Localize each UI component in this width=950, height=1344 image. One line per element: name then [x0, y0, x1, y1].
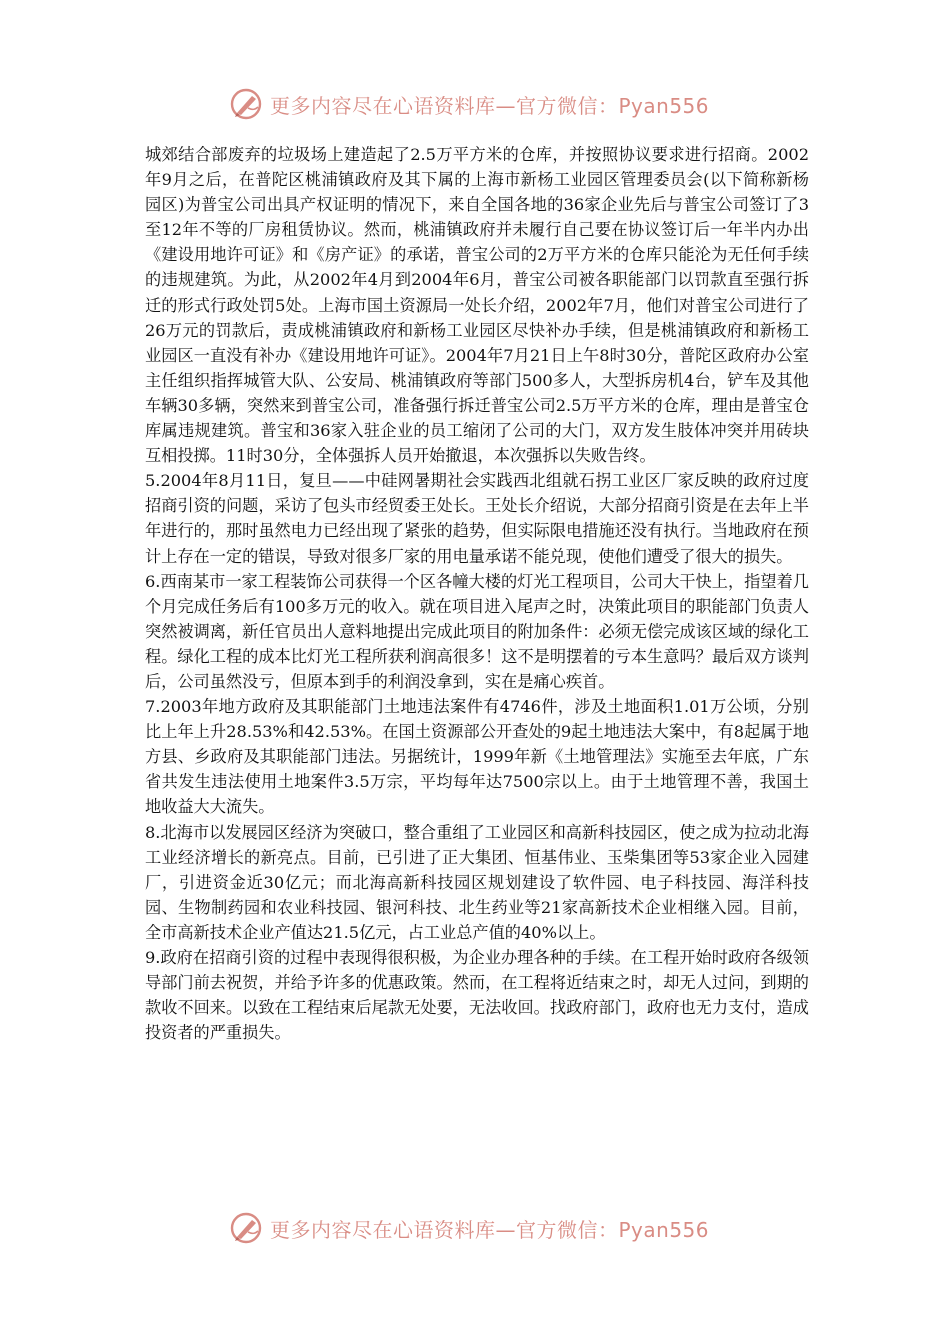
header-banner	[228, 84, 748, 124]
banner-text: 更多内容尽在心语资料库—官方微信：Pyan556	[270, 93, 710, 118]
paragraph: 5.2004年8月11日，复旦——中硅网暑期社会实践西北组就石拐工业区厂家反映的政府过度招商引资的问题，采访了包头市经贸委王处长。王处长介绍说，大部分招商引资是在去年上半年进行的，那时虽然电力已经出现了紧张的趋势，但实际限电措施还没有执行。当地政府在预计上存在一定的错误，导致对很多厂家的用电量承诺不能兑现，使他们遭受了很大的损失。	[145, 471, 809, 566]
paragraph: 7.2003年地方政府及其职能部门土地违法案件有4746件，涉及土地面积1.01万公顷，分别比上年上升28.53%和42.53%。在国土资源部公开查处的9起土地违法大案中，有8起属于地方县、乡政府及其职能部门违法。另据统计，1999年新《土地管理法》实施至去年底，广东省共发生违法使用土地案件3.5万宗，平均每年达7500宗以上。由于土地管理不善，我国土地收益大大流失。	[145, 697, 809, 817]
paragraph: 6.西南某市一家工程装饰公司获得一个区各幢大楼的灯光工程项目，公司大干快上，指望着几个月完成任务后有100多万元的收入。就在项目进入尾声之时，决策此项目的职能部门负责人突然被调离，新任官员出人意料地提出完成此项目的附加条件：必须无偿完成该区域的绿化工程。绿化工程的成本比灯光工程所获利润高很多！这不是明摆着的亏本生意吗？最后双方谈判后，公司虽然没亏，但原本到手的利润没拿到，实在是痛心疾首。	[145, 571, 809, 691]
pen-logo-icon	[228, 86, 264, 122]
pen-logo-icon	[228, 1210, 264, 1246]
paragraph: 9.政府在招商引资的过程中表现得很积极，为企业办理各种的手续。在工程开始时政府各级领导部门前去祝贺，并给予许多的优惠政策。然而，在工程将近结束之时，却无人过问，到期的款收不回来。以致在工程结束后尾款无处要，无法收回。找政府部门，政府也无力支付，造成投资者的严重损失。	[145, 948, 809, 1043]
footer-banner	[228, 1208, 748, 1248]
document-body	[145, 142, 809, 1045]
paragraph: 8.北海市以发展园区经济为突破口，整合重组了工业园区和高新科技园区，使之成为拉动北海工业经济增长的新亮点。目前，已引进了正大集团、恒基伟业、玉柴集团等53家企业入园建厂，引进资金近30亿元；而北海高新科技园区规划建设了软件园、电子科技园、海洋科技园、生物制药园和农业科技园、银河科技、北生药业等21家高新技术企业相继入园。目前，全市高新技术企业产值达21.5亿元，占工业总产值的40%以上。	[145, 822, 809, 942]
paragraph: 城郊结合部废弃的垃圾场上建造起了2.5万平方米的仓库，并按照协议要求进行招商。2002年9月之后，在普陀区桃浦镇政府及其下属的上海市新杨工业园区管理委员会(以下简称新杨园区)为普宝公司出具产权证明的情况下，来自全国各地的36家企业先后与普宝公司签订了3至12年不等的厂房租赁协议。然而，桃浦镇政府并未履行自己要在协议签订后一年半内办出《建设用地许可证》和《房产证》的承诺，普宝公司的2万平方米的仓库只能沦为无任何手续的违规建筑。为此，从2002年4月到2004年6月，普宝公司被各职能部门以罚款直至强行拆迁的形式行政处罚5处。上海市国土资源局一处长介绍，2002年7月，他们对普宝公司进行了26万元的罚款后，责成桃浦镇政府和新杨工业园区尽快补办手续，但是桃浦镇政府和新杨工业园区一直没有补办《建设用地许可证》。2004年7月21日上午8时30分，普陀区政府办公室主任组织指挥城管大队、公安局、桃浦镇政府等部门500多人，大型拆房机4台，铲车及其他车辆30多辆，突然来到普宝公司，准备强行拆迁普宝公司2.5万平方米的仓库，理由是普宝仓库属违规建筑。普宝和36家入驻企业的员工缩闭了公司的大门，双方发生肢体冲突并用砖块互相投掷。11时30分，全体强拆人员开始撤退，本次强拆以失败告终。	[145, 145, 809, 466]
banner-text: 更多内容尽在心语资料库—官方微信：Pyan556	[270, 1217, 710, 1242]
